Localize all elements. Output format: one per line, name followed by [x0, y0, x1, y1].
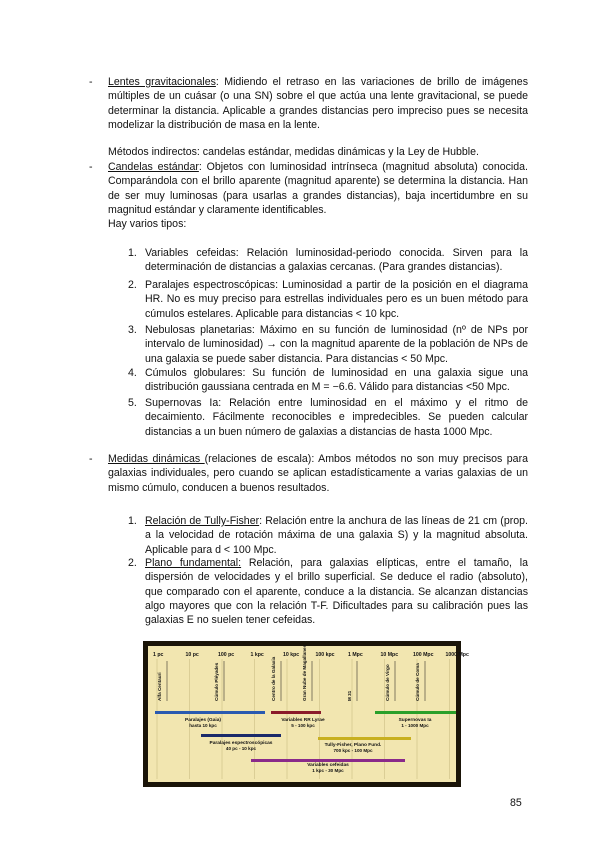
object-label: Cúmulo de Coma [415, 663, 420, 701]
tully-fisher-text: : Relación entre la anchura de las líneas de 21 cm (prop. a la velocidad de rotación máxima de una galaxia S) y la magnitud absoluta. Aplicable para d < 100 Mpc. [145, 515, 528, 556]
method-label: Paralajes espectroscópicas [209, 741, 273, 746]
medidas-item-1 [145, 514, 528, 557]
metodos-indirectos: Métodos indirectos: candelas estándar, medidas dinámicas y la Ley de Hubble. [108, 146, 479, 158]
distance-ladder-figure [143, 641, 469, 787]
plano-fundamental-text: Relación, para galaxias elípticas, entre el tamaño, la dispersión de velocidades y el brillo superficial. Se deduce el radio (absoluto), que comparado con el aparente, conduce a la distancia. Se alcanzan distancias algo mayores que con la relación T-F. Dificultades para su calibración pues las galaxias E no suelen tener cefeidas. [145, 557, 528, 627]
list-number: 4. [128, 367, 137, 379]
candelas-item-1: Variables cefeidas: Relación luminosidad-periodo conocida. Sirven para la determinación de distancias a galaxias cercanas. (Para grandes distancias). [145, 247, 528, 274]
scale-label: 10 kpc [283, 652, 300, 658]
tully-fisher-label: Relación de Tully-Fisher [145, 515, 260, 527]
list-number: 3. [128, 324, 137, 336]
candelas-item-4: Cúmulos globulares: Su función de luminosidad en una galaxia sigue una distribución gaussiana centrada en M = −6.6. Válido para distancias <50 Mpc. [145, 367, 528, 394]
page-number: 85 [510, 797, 522, 809]
object-label: Cúmulo Pléyades [214, 662, 219, 701]
candelas-item-2: Paralajes espectroscópicas: Luminosidad a partir de la posición en el diagrama HR. No es muy preciso para estrellas individuales pero es un buen método para cúmulos estelares. Aplicable para distancias < 10 kpc. [145, 279, 528, 320]
list-number: 5. [128, 397, 137, 409]
method-label: Variables cefeidas [307, 763, 349, 768]
object-label: Alfa Centauri [157, 672, 162, 701]
object-label: M 31 [347, 690, 352, 701]
scale-label: 10 Mpc [380, 652, 399, 658]
scale-label: 10 pc [185, 652, 199, 658]
medidas-paragraph [108, 452, 528, 495]
method-bar [271, 711, 321, 714]
candelas-text: : Objetos con luminosidad intrínseca (magnitud absoluta) conocida. Comparándola con el brillo aparente (magnitud aparente) se determina la distancia. Han de ser muy luminosas (para usarlas a grandes distancias), baja incertidumbre en su magnitud estándar y claramente identificables. [108, 161, 528, 216]
list-number: 2. [128, 279, 137, 291]
scale-label: 1 pc [153, 652, 164, 658]
candelas-hay: Hay varios tipos: [108, 218, 187, 230]
method-bar [375, 711, 456, 714]
lentes-paragraph [108, 75, 528, 132]
method-range: 700 kpc - 100 Mpc [333, 748, 373, 753]
method-label: Supernovas Ia [398, 718, 432, 723]
bullet-dash: - [89, 161, 93, 173]
method-range: 1 - 1000 Mpc [401, 723, 429, 728]
candelas-item-3: Nebulosas planetarias: Máximo en su función de luminosidad (nº de NPs por intervalo de luminosidad) → con la magnitud aparente de la población de NPs de una galaxia se puede saber distancia. Para distancias < 50 Mpc. [145, 324, 528, 365]
scale-label: 1000 Mpc [445, 652, 469, 658]
candelas-item-5: Supernovas Ia: Relación entre luminosidad en el máximo y el ritmo de decaimiento. Fácilmente reconocibles e impredecibles. Se pueden calcular distancias a un buen número de galaxias a distancias de hasta 1000 Mpc. [145, 397, 528, 438]
bullet-dash: - [89, 453, 93, 465]
method-range: 40 pc - 10 kpc [225, 746, 257, 751]
object-label: Gran Nube de Magallanes [302, 644, 307, 701]
medidas-item-2 [145, 556, 528, 627]
method-bar [201, 734, 281, 737]
list-number: 2. [128, 557, 137, 569]
lentes-label: Lentes gravitacionales [108, 76, 216, 88]
plano-fundamental-label: Plano fundamental: [145, 557, 242, 569]
method-label: Paralajes (Gaia) [185, 718, 221, 723]
medidas-text: (relaciones de escala): Ambos métodos no son muy precisos para galaxias individuales, pero cuando se aplican estadísticamente a varias galaxias de un mismo cúmulo, conducen a buenos resultados. [108, 453, 528, 494]
scale-label: 100 pc [218, 652, 235, 658]
scale-label: 1 kpc [250, 652, 264, 658]
method-label: Variables RR Lyrae [281, 718, 325, 723]
list-number: 1. [128, 247, 137, 259]
method-range: hasta 10 kpc [189, 723, 217, 728]
candelas-label: Candelas estándar [108, 161, 199, 173]
scale-label: 100 Mpc [413, 652, 434, 658]
method-bar [251, 759, 405, 762]
candelas-paragraph [108, 160, 528, 217]
method-bar [155, 711, 265, 714]
method-range: 1 kpc - 30 Mpc [312, 768, 344, 773]
scale-label: 1 Mpc [348, 652, 363, 658]
method-range: 5 - 100 kpc [291, 723, 315, 728]
medidas-label: Medidas dinámicas [108, 453, 205, 465]
method-bar [318, 737, 411, 740]
list-number: 1. [128, 515, 137, 527]
lentes-text: : Midiendo el retraso en las variaciones de brillo de imágenes múltiples de un cuásar (o una SN) sobre el que actúa una lente gravitacional, se puede determinar la distancia. Aplicable a grandes distancias pero impreciso pues se necesita modelizar la distribución de masa en la lente. [108, 76, 528, 131]
method-label: Tully-Fisher, Plano Fund. [324, 743, 382, 748]
object-label: Cúmulo de Virgo [385, 664, 390, 701]
bullet-dash: - [89, 76, 93, 88]
object-label: Centro de la Galaxia [271, 656, 276, 701]
scale-label: 100 kpc [315, 652, 335, 658]
